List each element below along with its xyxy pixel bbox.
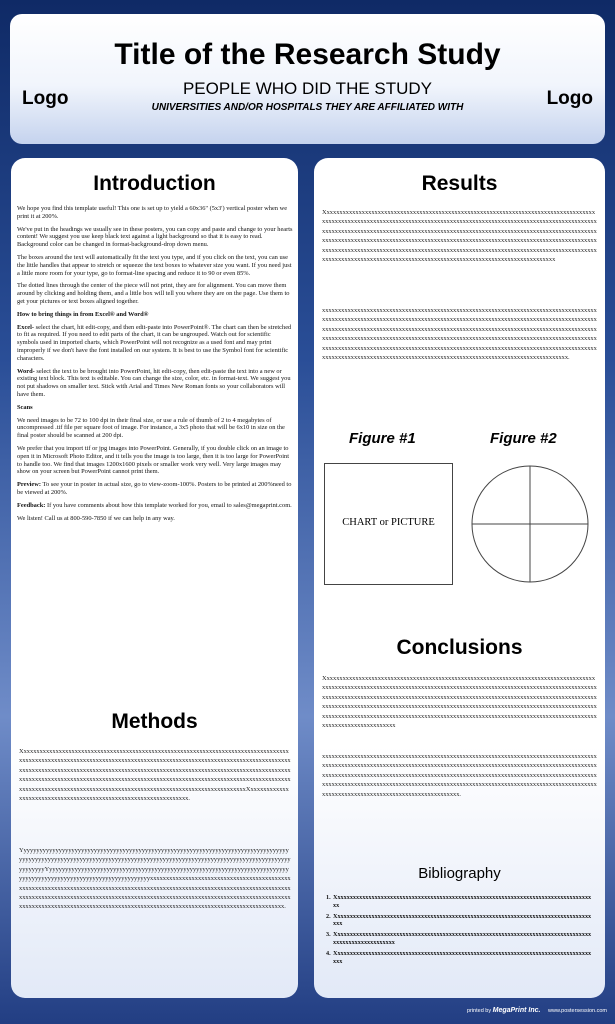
preview-text: To see your in poster in actual size, go to view-zoom-100%. Posters to be printed at 200%need to be viewed at 200%. [17,481,292,496]
how-to-heading: How to bring things in from Excel® and Word® [17,310,149,318]
bibliography-text: Xxxxxxxxxxxxxxxxxxxxxxxxxxxxxxxxxxxxxxxxxxxxxxxxxxxxxxxxxxxxxxxxxxxxxxxxxxxxxxxxxxxxx [333,894,592,909]
bibliography-number: 2. [326,912,331,920]
bibliography-item [326,931,594,947]
methods-block-2: YyyyyyyyyyyyyyyyyyyyyyyyyyyyyyyyyyyyyyyyyyyyyyyyyyyyyyyyyyyyyyyyyyyyyyyyyyyyyyyyyyyyyyyyyyyyyyyyyyyyyyyyyyyyyyyyyyyyyyyyyyyyyyyyyyyyyyyyyyyyyyyyyyyyyyyyyyyyyyyyyyyyyyyyyyyyyyyyyYyyyyyyyyyyyyyyyyyyyyyyyyyyyyyyyyyyyyyyyyyyyyyyyyyyyyyyyyyyyyyyyyyyyyyyyyyyyyyyyyyyyyyyyyyyyyyyyyyyyyyyyyyyyyyyyyyyyyxxxxxxxxxxxxxxxxxxxxxxxxxxxxxxxxxxxxxxxxxxxxxxxxxxxxxxxxxxxxxxxxxxxxxxxxxxxxxxxxxxxxxxxxxxxxxxxxxxxxxxxxxxxxxxxxxxxxxxxxxxxxxxxxxxxxxxxxxxxxxxxxxxxxxxxxxxxxxxxxxxxxxxxxxxxxxxxxxxxxxxxxxxxxxxxxxxxxxxxxxxxxxxxxxxxxxxxxxxxxxxxxxxxxxxxxxxxxxxxxxxxxxxxxxxxxxxxxxxxxxxxxxxxxxxxxxxxxxxxxxxxxxxxxxxxxxxxxx. [19,847,291,911]
intro-paragraph-3: The boxes around the text will automatically fit the text you type, and if you click on the text, you can use the little handles that appear to stretch or squeeze the text boxes to whatever size you want. If you need just a little more room for your type, go to format-line spacing and reduce it to 90 or even 85%. [17,253,292,277]
word-text: select the text to be brought into PowerPoint, hit edit-copy, then edit-paste the text into a new or existing text block. This text is editable. You can change the size, color, etc. in format-text. We suggest you not put shadows on smaller text. Stick with Arial and Times New Roman fonts so your collaborators will have them. [17,367,291,398]
scans-paragraph-2: We prefer that you import tif or jpg images into PowerPoint. Generally, if you double click on an image to open it in Microsoft Photo Editor, and it tells you the image is too large, then it is too large for PowerPoint to handle too. We find that images 1200x1600 pixels or smaller work very well. Very large images may show on your screen but PowerPoint cannot print them. [17,444,289,476]
conclusions-block-2: xxxxxxxxxxxxxxxxxxxxxxxxxxxxxxxxxxxxxxxxxxxxxxxxxxxxxxxxxxxxxxxxxxxxxxxxxxxxxxxxxxxxxxxxxxxxxxxxxxxxxxxxxxxxxxxxxxxxxxxxxxxxxxxxxxxxxxxxxxxxxxxxxxxxxxxxxxxxxxxxxxxxxxxxxxxxxxxxxxxxxxxxxxxxxxxxxxxxxxxxxxxxxxxxxxxxxxxxxxxxxxxxxxxxxxxxxxxxxxxxxxxxxxxxxxxxxxxxxxxxxxxxxxxxxxxxxxxxxxxxxxxxxxxxxxxxxxxxxxxxxxxxxxxxxxxxxxxxxxxxxxxxxxxxxxxxxxxxxxxxxxxxxxxxxxxxxxxxxxxxxxxxxxxxxxxxxxxxxxxxxxxxxxx. [322,753,597,798]
figure-1-label: Figure #1 [349,430,416,447]
bibliography-item [326,894,594,910]
logo-left: Logo [22,88,69,109]
left-column [11,158,298,998]
introduction-heading: Introduction [93,172,216,195]
word-label: Word- [17,367,35,375]
footer-printed-by: printed by [466,1008,492,1014]
bibliography-number: 4. [326,949,331,957]
intro-paragraph-1: We hope you find this template useful! This one is set up to yield a 60x36" (5x3') vertical poster when we print it at 200%. [17,205,288,220]
footer-credit [0,1007,607,1014]
bibliography-text: Xxxxxxxxxxxxxxxxxxxxxxxxxxxxxxxxxxxxxxxxxxxxxxxxxxxxxxxxxxxxxxxxxxxxxxxxxxxxxxxxxxxxxx [333,949,592,965]
results-block-1: Xxxxxxxxxxxxxxxxxxxxxxxxxxxxxxxxxxxxxxxxxxxxxxxxxxxxxxxxxxxxxxxxxxxxxxxxxxxxxxxxxxxxxxxxxxxxxxxxxxxxxxxxxxxxxxxxxxxxxxxxxxxxxxxxxxxxxxxxxxxxxxxxxxxxxxxxxxxxxxxxxxxxxxxxxxxxxxxxxxxxxxxxxxxxxxxxxxxxxxxxxxxxxxxxxxxxxxxxxxxxxxxxxxxxxxxxxxxxxxxxxxxxxxxxxxxxxxxxxxxxxxxxxxxxxxxxxxxxxxxxxxxxxxxxxxxxxxxxxxxxxxxxxxxxxxxxxxxxxxxxxxxxxxxxxxxxxxxxxxxxxxxxxxxxxxxxxxxxxxxxxxxxxxxxxxxxxxxxxxxxxxxxxxxxxxxxxxxxxxxxxxxxxxxxxxxxxxxxxxxxxxxxxxxxxxxxxxxxxxxxxxxxxxxxxxxxxxxxxxxxxxxxxxxxxxxxxxxxxxxxxxxxxxxxxxxxxxxxxxxxxx [322,209,597,264]
bibliography-number: 1. [326,894,331,901]
figure-2-pie-placeholder [471,463,591,585]
right-column [314,158,605,998]
feedback-text: If you have comments about how this template worked for you, email to sales@megaprint.com. [45,501,292,509]
methods-block-1: XxxxxxxxxxxxxxxxxxxxxxxxxxxxxxxxxxxxxxxxxxxxxxxxxxxxxxxxxxxxxxxxxxxxxxxxxxxxxxxxxxxxxxxxxxxxxxxxxxxxxxxxxxxxxxxxxxxxxxxxxxxxxxxxxxxxxxxxxxxxxxxxxxxxxxxxxxxxxxxxxxxxxxxxxxxxxxxxxxxxxxxxxxxxxxxxxxxxxxxxxxxxxxxxxxxxxxxxxxxxxxxxxxxxxxxxxxxxxxxxxxxxxxxxxxxxxxxxxxxxxxxxxxxxxxxxxxxxxxxxxxxxxxxxxxxxxxxxxxxxxxxxxxxxxxxxxxxxxxxxxxxxxxxxxxxxxxxxxxxxxxxxxxxxxxxxxxxxxxxxxxxxxxxxxxxxxxxxxxxxxxxxxxxxxxxxxxxxxxxxxxxxxxxxxxXxxxxxxxxxxxxxxxxxxxxxxxxxxxxxxxxxxxxxxxxxxxxxxxxxxxxxxxxxxxxxxxxx. [19,748,291,803]
figure-1-placeholder-box [324,463,453,585]
footer-website: www.postersession.com [548,1008,607,1014]
figure-1-placeholder-text: CHART or PICTURE [342,517,435,528]
bibliography-list [326,894,594,968]
intro-paragraph-2: We've put in the headings we usually see in these posters, you can copy and paste and change to your hearts content! We suggest you use keep black text against a light background so that it is easy to read. Background color can be changed in format-background-drop down menu. [17,225,293,249]
listen-text: We listen! Call us at 800-590-7850 if we can help in any way. [17,514,175,522]
conclusions-heading: Conclusions [396,636,523,659]
bibliography-item [326,950,594,966]
introduction-body [17,205,293,527]
poster-header [10,14,605,144]
preview-label: Preview: [17,481,42,489]
poster-authors: PEOPLE WHO DID THE STUDY [182,79,433,98]
excel-label: Excel- [17,323,35,331]
scans-paragraph-1: We need images to be 72 to 100 dpi in their final size, or use a rule of thumb of 2 to 4 megabytes of uncompressed .tif file per square foot of image. For instance, a 3x5 photo that will be 6x10 in size on the final poster should be scanned at 200 dpi. [17,416,285,440]
logo-right: Logo [546,88,593,109]
bibliography-text: Xxxxxxxxxxxxxxxxxxxxxxxxxxxxxxxxxxxxxxxxxxxxxxxxxxxxxxxxxxxxxxxxxxxxxxxxxxxxxxxxxxxxxxxxxxxxxxxxxxxxxxx [333,931,592,946]
results-block-2: xxxxxxxxxxxxxxxxxxxxxxxxxxxxxxxxxxxxxxxxxxxxxxxxxxxxxxxxxxxxxxxxxxxxxxxxxxxxxxxxxxxxxxxxxxxxxxxxxxxxxxxxxxxxxxxxxxxxxxxxxxxxxxxxxxxxxxxxxxxxxxxxxxxxxxxxxxxxxxxxxxxxxxxxxxxxxxxxxxxxxxxxxxxxxxxxxxxxxxxxxxxxxxxxxxxxxxxxxxxxxxxxxxxxxxxxxxxxxxxxxxxxxxxxxxxxxxxxxxxxxxxxxxxxxxxxxxxxxxxxxxxxxxxxxxxxxxxxxxxxxxxxxxxxxxxxxxxxxxxxxxxxxxxxxxxxxxxxxxxxxxxxxxxxxxxxxxxxxxxxxxxxxxxxxxxxxxxxxxxxxxxxxxxxxxxxxxxxxxxxxxxxxxxxxxxxxxxxxxxxxxxxxxxxxxxxxxxxxxxxxxxxxxxxxxxxxxxxxxxxxxxxxxxxxxxxxxxxxxxxxxxxxxxxxxxxxxxxxxxxxxxxxxx. [322,307,597,362]
scans-heading: Scans [17,403,33,411]
poster-affiliations: UNIVERSITIES AND/OR HOSPITALS THEY ARE AFFILIATED WITH [151,102,464,113]
bibliography-heading: Bibliography [418,865,501,882]
poster-title: Title of the Research Study [114,38,501,71]
bibliography-item [326,913,594,929]
figure-2-label: Figure #2 [490,430,557,447]
bibliography-text: Xxxxxxxxxxxxxxxxxxxxxxxxxxxxxxxxxxxxxxxxxxxxxxxxxxxxxxxxxxxxxxxxxxxxxxxxxxxxxxxxxxxxxx [333,912,592,928]
excel-text: select the chart, hit edit-copy, and then edit-paste into PowerPoint®. The chart can then be stretched to fit as required. If you need to edit parts of the chart, it can be ungrouped. Watch out for scientific symbols used in imported charts, which PowerPoint will not recognize as a used font and may print improperly if we don't have the font installed on our system. It is best to use the Symbol font for scientific characters. [17,323,292,362]
intro-paragraph-4: The dotted lines through the center of the piece will not print, they are for alignment. You can move them around by clicking and holding them, and a little box will tell you where they are on the page. Use them to get your pictures or text boxes aligned together. [17,282,290,305]
methods-heading: Methods [111,710,198,733]
footer-company: MegaPrint Inc. [492,1007,541,1014]
bibliography-number: 3. [326,931,331,939]
conclusions-block-1: Xxxxxxxxxxxxxxxxxxxxxxxxxxxxxxxxxxxxxxxxxxxxxxxxxxxxxxxxxxxxxxxxxxxxxxxxxxxxxxxxxxxxxxxxxxxxxxxxxxxxxxxxxxxxxxxxxxxxxxxxxxxxxxxxxxxxxxxxxxxxxxxxxxxxxxxxxxxxxxxxxxxxxxxxxxxxxxxxxxxxxxxxxxxxxxxxxxxxxxxxxxxxxxxxxxxxxxxxxxxxxxxxxxxxxxxxxxxxxxxxxxxxxxxxxxxxxxxxxxxxxxxxxxxxxxxxxxxxxxxxxxxxxxxxxxxxxxxxxxxxxxxxxxxxxxxxxxxxxxxxxxxxxxxxxxxxxxxxxxxxxxxxxxxxxxxxxxxxxxxxxxxxxxxxxxxxxxxxxxxxxxxxxxxxxxxxxxxxxxxxxxxxxxxxxxxxxxxxxxxxxxxxxxxxxxxxxxxxxxxxxxxxxxxxxxxx [322,675,597,730]
results-heading: Results [421,172,498,195]
feedback-label: Feedback: [17,501,46,509]
